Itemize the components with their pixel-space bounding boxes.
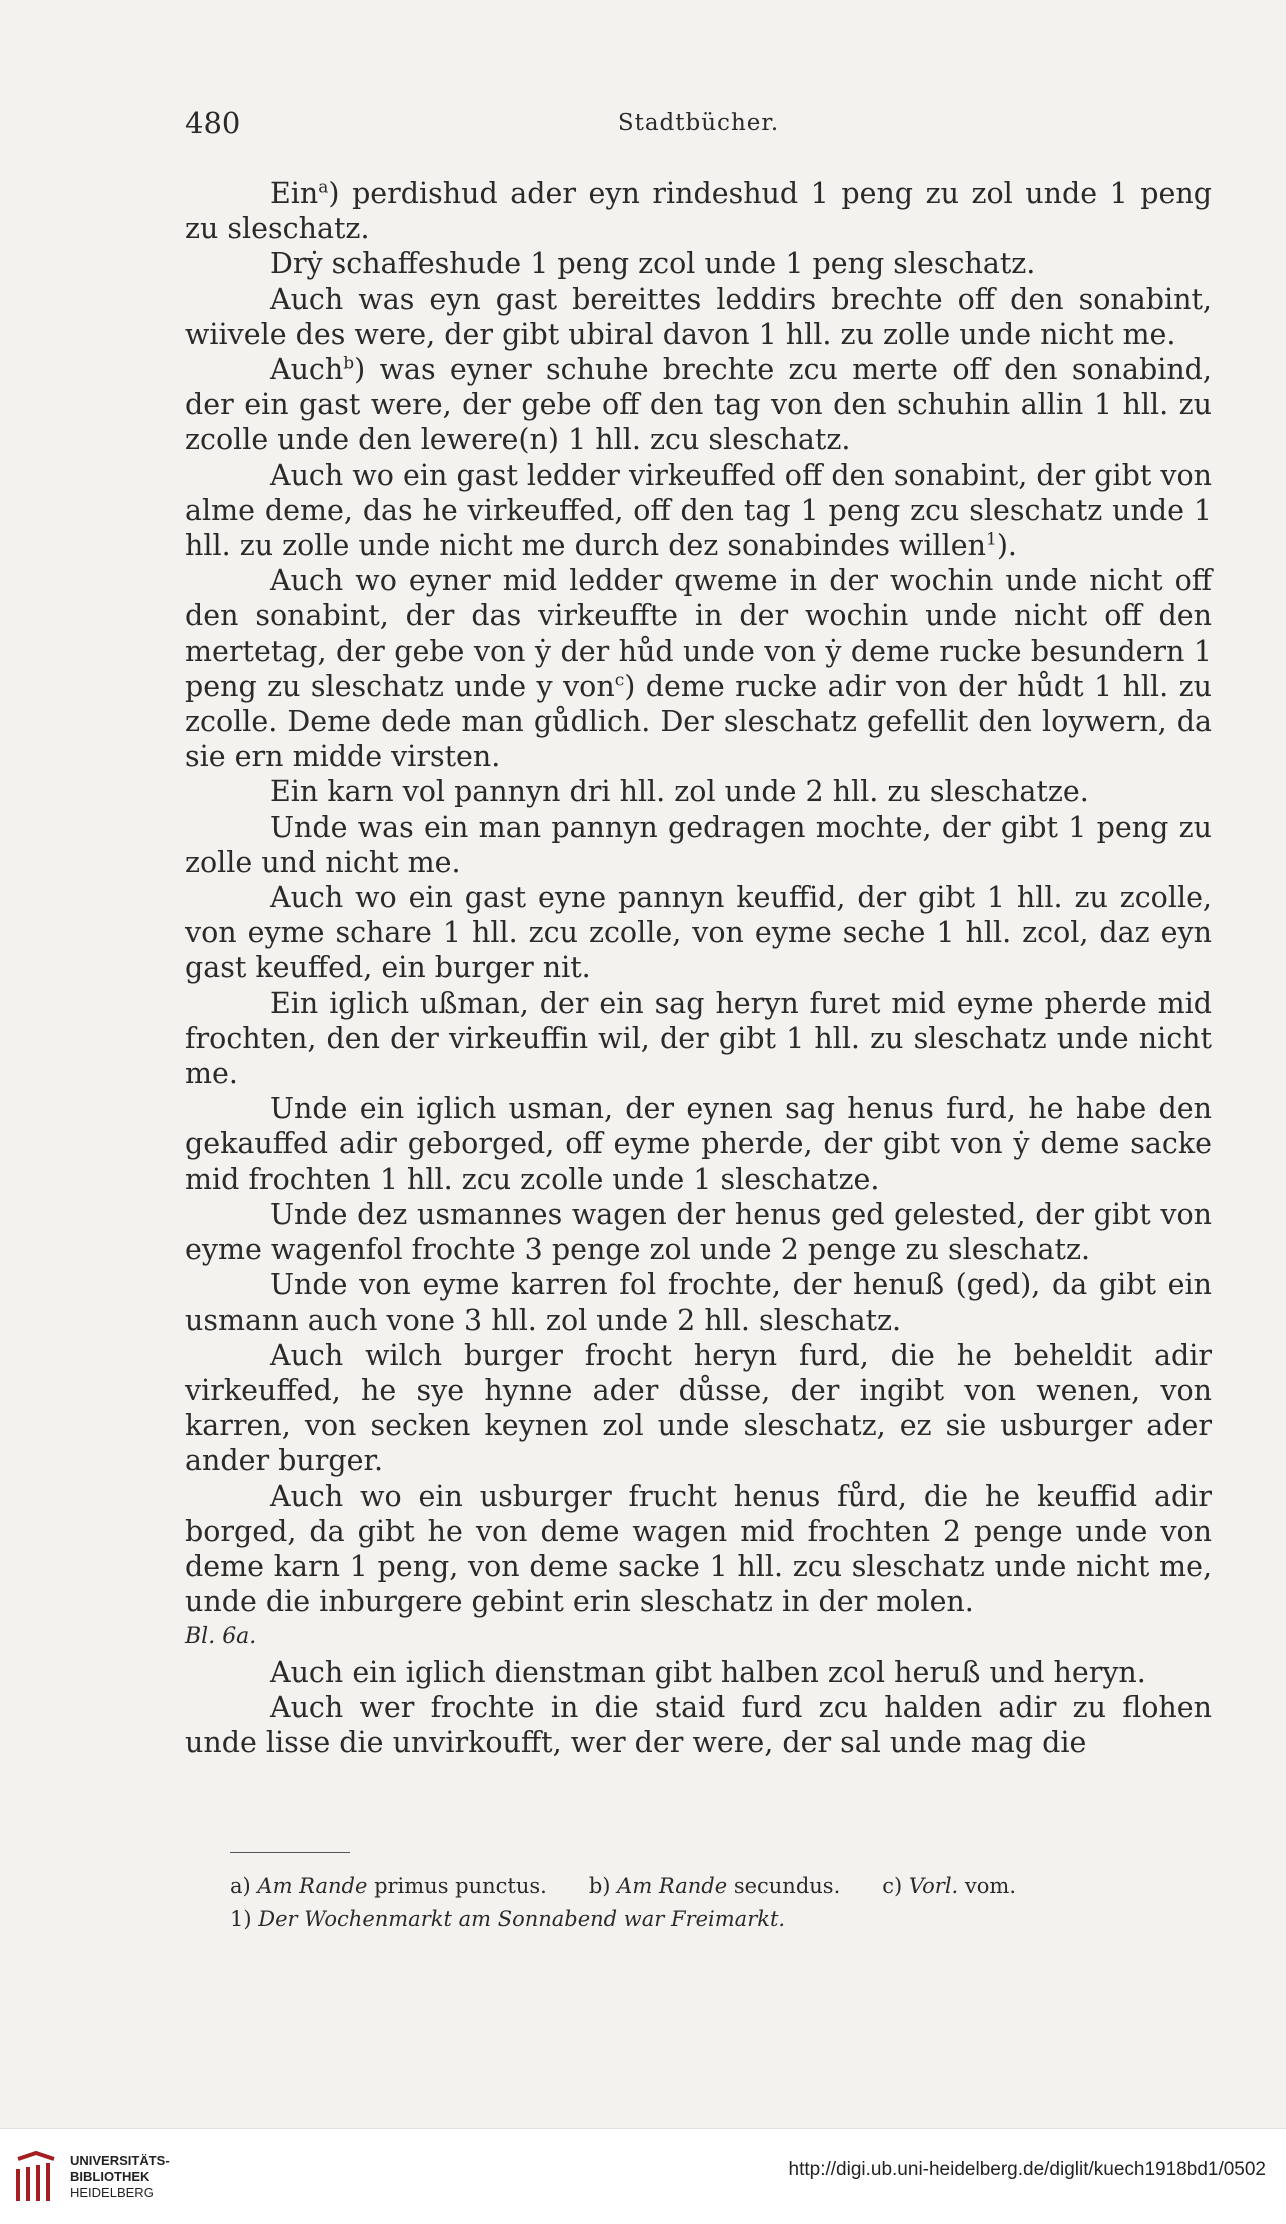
paragraph: Auch was eyn gast bereittes leddirs brechte off den sonabint, wiivele des were, der gibt ubiral davon 1 hll. zu zolle unde nicht me.	[185, 282, 1212, 351]
library-footer	[0, 2128, 1286, 2224]
running-title: Stadtbücher.	[617, 110, 780, 136]
body-text	[185, 176, 1212, 1760]
paragraph: Auch wer frochte in die staid furd zcu halden adir zu flohen unde lisse die unvirkoufft, wer der were, der sal unde mag die	[185, 1690, 1212, 1759]
paragraph: Ein iglich ußman, der ein sag heryn furet mid eyme pherde mid frochten, den der virkeuffin wil, der gibt 1 hll. zu sleschatz unde nicht me.	[185, 986, 1212, 1091]
paragraph: Auch wilch burger frocht heryn furd, die he beheldit adir virkeuffed, he sye hynne ader důsse, der ingibt von wenen, von karren, von secken keynen zol unde sleschatz, ez sie usburger ader ander burger.	[185, 1338, 1212, 1478]
footnote-row-letters	[230, 1870, 1220, 1903]
paragraph: Auch$^b$) was eyner schuhe brechte zcu merte off den sonabind, der ein gast were, der gebe off den tag von den schuhin allin 1 hll. zu zcolle unde den lewere(n) 1 hll. zcu sleschatz.	[185, 353, 1212, 457]
page-number: 480	[185, 106, 241, 140]
folio-note: Bl. 6a.	[185, 1624, 257, 1650]
footnote-a: a) Am Rande primus punctus.	[230, 1874, 547, 1898]
paragraph: Unde dez usmannes wagen der henus ged gelested, der gibt von eyme wagenfol frochte 3 penge zol unde 2 penge zu sleschatz.	[185, 1197, 1212, 1267]
footnote-rule	[230, 1852, 350, 1853]
footnotes	[230, 1870, 1220, 1936]
footnote-1: 1) Der Wochenmarkt am Sonnabend war Freimarkt.	[230, 1907, 786, 1931]
paragraph: Unde was ein man pannyn gedragen mochte, der gibt 1 peng zu zolle und nicht me.	[185, 810, 1212, 879]
paragraph: Unde von eyme karren fol frochte, der henuß (ged), da gibt ein usmann auch vone 3 hll. zol unde 2 hll. sleschatz.	[185, 1268, 1212, 1337]
paragraph: Drẏ schaffeshude 1 peng zcol unde 1 peng sleschatz.	[270, 247, 1036, 281]
paragraph: Auch ein iglich dienstman gibt halben zcol heruß und heryn.	[270, 1655, 1146, 1689]
paragraph: Auch wo ein usburger frucht henus fůrd, die he keuffid adir borged, da gibt he von deme wagen mid frochten 2 penge unde von deme karn 1 peng, von deme sacke 1 hll. zcu sleschatz unde nicht me, unde die inburgere gebint erin sleschatz in der molen.	[185, 1479, 1212, 1619]
footnote-marker: 1	[985, 529, 997, 550]
page-header	[185, 106, 1212, 146]
paragraph: Auch wo ein gast eyne pannyn keuffid, der gibt 1 hll. zu zcolle, von eyme schare 1 hll. zcu zcolle, von eyme seche 1 hll. zcol, daz eyn gast keuffed, ein burger nit.	[185, 881, 1212, 985]
source-url-link[interactable]: http://digi.ub.uni-heidelberg.de/diglit/kuech1918bd1/0502	[788, 2159, 1266, 2180]
paragraph: Auch wo ein gast ledder virkeuffed off den sonabint, der gibt von alme deme, das he virkeuffed, off den tag 1 peng zcu sleschatz unde 1 hll. zu zolle unde nicht me durch dez sonabindes willen$^1$).	[185, 458, 1212, 563]
paragraph: Unde ein iglich usman, der eynen sag henus furd, he habe den gekauffed adir geborged, off eyme pherde, der gibt von ẏ deme sacke mid frochten 1 hll. zcu zcolle unde 1 sleschatze.	[185, 1092, 1212, 1196]
paragraph: Ein karn vol pannyn dri hll. zol unde 2 hll. zu sleschatze.	[270, 775, 1089, 809]
paragraph: Ein$^a$) perdishud ader eyn rindeshud 1 peng zu zol unde 1 peng zu sleschatz.	[185, 177, 1212, 246]
footnote-marker: c	[614, 670, 625, 691]
footnote-b: b) Am Rande secundus.	[588, 1874, 841, 1898]
footnote-c: c) Vorl. vom.	[882, 1874, 1017, 1898]
paragraph: Auch wo eyner mid ledder qweme in der wochin unde nicht off den sonabint, der das virkeuffte in der wochin unde nicht off den mertetag, der gebe von ẏ der hůd unde von ẏ deme rucke besundern 1 peng zu sleschatz unde y von$^c$) deme rucke adir von der hůdt 1 hll. zu zcolle. Deme dede man gůdlich. Der sleschatz gefellit den loywern, da sie ern midde virsten.	[185, 564, 1213, 774]
footnote-marker: b	[343, 353, 355, 374]
library-name: UNIVERSITÄTS- BIBLIOTHEK HEIDELBERG	[70, 2153, 170, 2200]
library-logo-icon	[14, 2149, 58, 2205]
footnote-marker: a	[318, 177, 329, 198]
